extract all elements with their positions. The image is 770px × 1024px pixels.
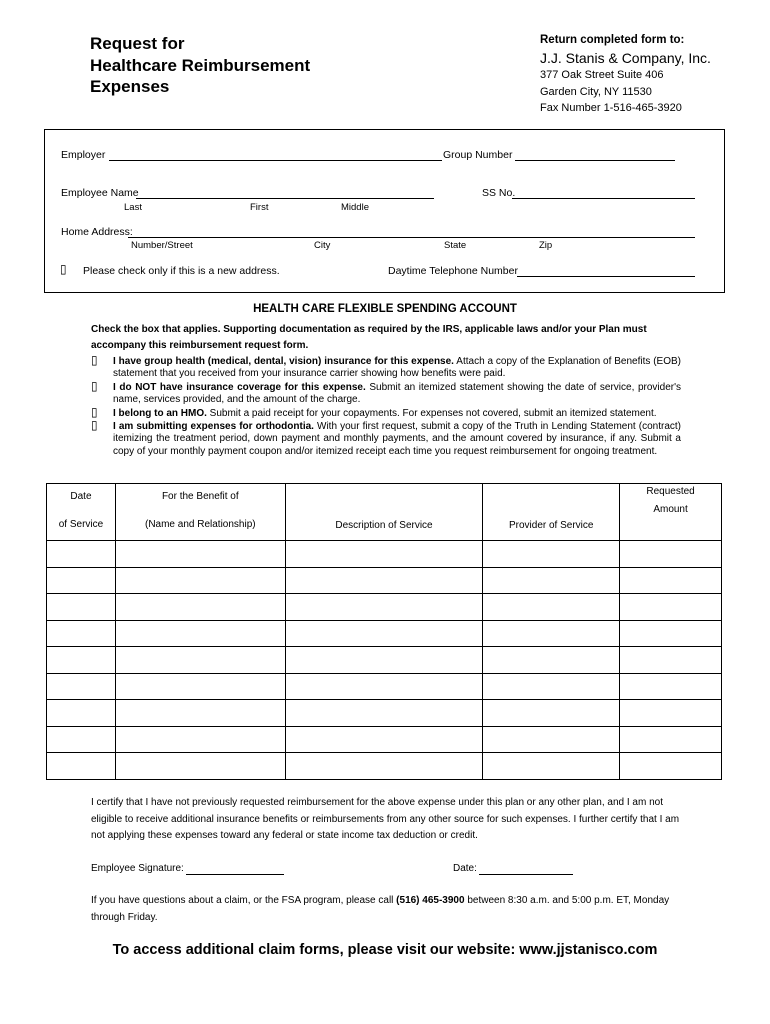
employee-name-field[interactable] (136, 198, 434, 199)
cell-description[interactable] (285, 541, 483, 568)
cell-benefit[interactable] (115, 673, 285, 700)
cell-date[interactable] (47, 647, 116, 674)
title-line: Expenses (90, 77, 170, 96)
cell-description[interactable] (285, 620, 483, 647)
expense-table (46, 483, 722, 780)
cell-description[interactable] (285, 726, 483, 753)
cell-description[interactable] (285, 647, 483, 674)
table-row (47, 620, 722, 647)
address-part-street: Number/Street (131, 240, 193, 251)
title-line: Request for (90, 34, 185, 53)
title-line: Healthcare Reimbursement (90, 55, 311, 75)
ss-no-field[interactable] (512, 198, 695, 199)
instructions: Check the box that applies. Supporting documentation as required by the IRS, applicable laws and/or your Plan must accompany this reimbursement request form. (91, 324, 647, 351)
cell-amount[interactable] (620, 647, 722, 674)
cell-amount[interactable] (620, 673, 722, 700)
cell-date[interactable] (47, 753, 116, 780)
header-benefit (115, 484, 285, 541)
address-part-state: State (444, 240, 467, 251)
table-row (47, 567, 722, 594)
option-text: With your first request, submit a copy of the Truth in Lending Statement (contract) itemizing the treatment period, down payment and monthly payments, and the amount covered by insurance, if any. Submit a copy of your monthly payment coupon and/or itemized receipt each time you request reimbursement for ongoing treatment. (113, 421, 681, 457)
header-description (285, 484, 483, 541)
cell-benefit[interactable] (115, 567, 285, 594)
cell-provider[interactable] (483, 726, 620, 753)
option-checkbox[interactable]: ▯ (91, 379, 98, 393)
cell-date[interactable] (47, 541, 116, 568)
date-field[interactable] (479, 874, 573, 875)
cell-amount[interactable] (620, 567, 722, 594)
header-provider-text: Provider of Service (508, 520, 594, 531)
cell-amount[interactable] (620, 620, 722, 647)
cell-amount[interactable] (620, 700, 722, 727)
option-no-insurance (91, 380, 681, 407)
employee-signature-label: Employee Signature: (91, 863, 184, 874)
table-row (47, 541, 722, 568)
daytime-phone-field[interactable] (517, 276, 695, 277)
ss-no-label: SS No. (482, 187, 516, 199)
cell-amount[interactable] (620, 541, 722, 568)
option-checkbox[interactable]: ▯ (91, 405, 98, 419)
cell-provider[interactable] (483, 673, 620, 700)
questions-text (91, 893, 681, 926)
header-amount (620, 484, 722, 541)
table-row (47, 594, 722, 621)
name-part-last: Last (124, 202, 142, 213)
cell-benefit[interactable] (115, 753, 285, 780)
option-checkbox[interactable]: ▯ (91, 353, 98, 367)
header-benefit-line2: (Name and Relationship) (144, 519, 256, 530)
new-address-label: Please check only if this is a new address. (83, 265, 280, 277)
form-title (90, 33, 310, 98)
daytime-phone-label: Daytime Telephone Number (388, 265, 518, 277)
questions-pre: If you have questions about a claim, or the FSA program, please call (91, 895, 397, 906)
address-line-2: Garden City, NY 11530 (540, 85, 652, 98)
cell-amount[interactable] (620, 726, 722, 753)
option-text: Submit an itemized statement showing the date of service, provider's name, services provided, and the amount of the charge. (113, 382, 681, 406)
home-address-field[interactable] (128, 237, 695, 238)
fax-number: Fax Number 1-516-465-3920 (540, 102, 682, 114)
cell-description[interactable] (285, 594, 483, 621)
cell-date[interactable] (47, 620, 116, 647)
header-provider (483, 484, 620, 541)
option-bold: I have group health (medical, dental, vision) insurance for this expense. (113, 356, 454, 367)
cell-description[interactable] (285, 567, 483, 594)
return-address-block (540, 33, 711, 117)
cell-benefit[interactable] (115, 541, 285, 568)
questions-phone: (516) 465-3900 (396, 895, 465, 906)
cell-benefit[interactable] (115, 700, 285, 727)
cell-provider[interactable] (483, 620, 620, 647)
name-part-first: First (250, 202, 269, 213)
cell-description[interactable] (285, 673, 483, 700)
cell-date[interactable] (47, 726, 116, 753)
name-part-middle: Middle (341, 202, 369, 213)
table-row (47, 726, 722, 753)
header-amount-line2: Amount (653, 504, 688, 515)
cell-date[interactable] (47, 700, 116, 727)
address-part-city: City (314, 240, 331, 251)
home-address-label: Home Address: (61, 226, 133, 238)
address-line-1: 377 Oak Street Suite 406 (540, 69, 664, 81)
cell-description[interactable] (285, 753, 483, 780)
group-number-field[interactable] (515, 160, 675, 161)
header-amount-line1: Requested (646, 486, 695, 497)
company-name: J.J. Stanis & Company, Inc. (540, 50, 711, 66)
header-description-text: Description of Service (335, 520, 433, 531)
cell-description[interactable] (285, 700, 483, 727)
header-date-line2: of Service (58, 519, 104, 530)
new-address-checkbox[interactable]: ▯ (60, 262, 67, 276)
employee-signature-field[interactable] (186, 874, 284, 875)
cell-provider[interactable] (483, 594, 620, 621)
table-row (47, 753, 722, 780)
cell-amount[interactable] (620, 753, 722, 780)
table-row (47, 647, 722, 674)
cell-provider[interactable] (483, 541, 620, 568)
cell-date[interactable] (47, 594, 116, 621)
employer-field[interactable] (109, 160, 442, 161)
cell-provider[interactable] (483, 700, 620, 727)
date-label: Date: (453, 863, 477, 874)
return-heading: Return completed form to: (540, 34, 685, 46)
questions-post: between 8:30 a.m. and 5:00 p.m. ET, Monday through Friday. (91, 895, 670, 923)
option-bold: I belong to an HMO. (113, 408, 207, 419)
cell-provider[interactable] (483, 647, 620, 674)
table-header-row (47, 484, 722, 541)
header-date-line1: Date (70, 491, 92, 502)
option-bold: I do NOT have insurance coverage for this expense. (113, 382, 366, 393)
option-orthodontia (91, 419, 681, 458)
option-text: Attach a copy of the Explanation of Benefits (EOB) statement that you received from your insurance carrier showing how benefits were paid. (113, 356, 681, 380)
cell-benefit[interactable] (115, 647, 285, 674)
header-benefit-line1: For the Benefit of (161, 491, 239, 502)
cell-provider[interactable] (483, 567, 620, 594)
cell-date[interactable] (47, 673, 116, 700)
option-group-insurance (91, 354, 681, 381)
group-number-label: Group Number (443, 149, 513, 161)
cell-amount[interactable] (620, 594, 722, 621)
cell-benefit[interactable] (115, 726, 285, 753)
employer-label: Employer (61, 149, 106, 161)
address-part-zip: Zip (539, 240, 553, 251)
option-text: Submit a paid receipt for your copayments. For expenses not covered, submit an itemized statement. (206, 408, 657, 419)
option-bold: I am submitting expenses for orthodontia. (113, 421, 314, 432)
employee-name-label: Employee Name (61, 187, 139, 199)
cell-date[interactable] (47, 567, 116, 594)
table-row (47, 700, 722, 727)
cell-benefit[interactable] (115, 620, 285, 647)
table-row (47, 673, 722, 700)
header-date (47, 484, 116, 541)
option-checkbox[interactable]: ▯ (91, 418, 98, 432)
certification-text: I certify that I have not previously requested reimbursement for the above expense under this plan or any other plan, and I am not eligible to receive additional insurance benefits or reimbursements from any other source for such expenses. I further certify that I am not applying these expenses toward any federal or state income tax deduction or credit. (91, 797, 680, 841)
footer-website-note: To access additional claim forms, please visit our website: www.jjstanisco.com (112, 942, 658, 958)
cell-provider[interactable] (483, 753, 620, 780)
cell-benefit[interactable] (115, 594, 285, 621)
section-title: HEALTH CARE FLEXIBLE SPENDING ACCOUNT (253, 303, 517, 315)
